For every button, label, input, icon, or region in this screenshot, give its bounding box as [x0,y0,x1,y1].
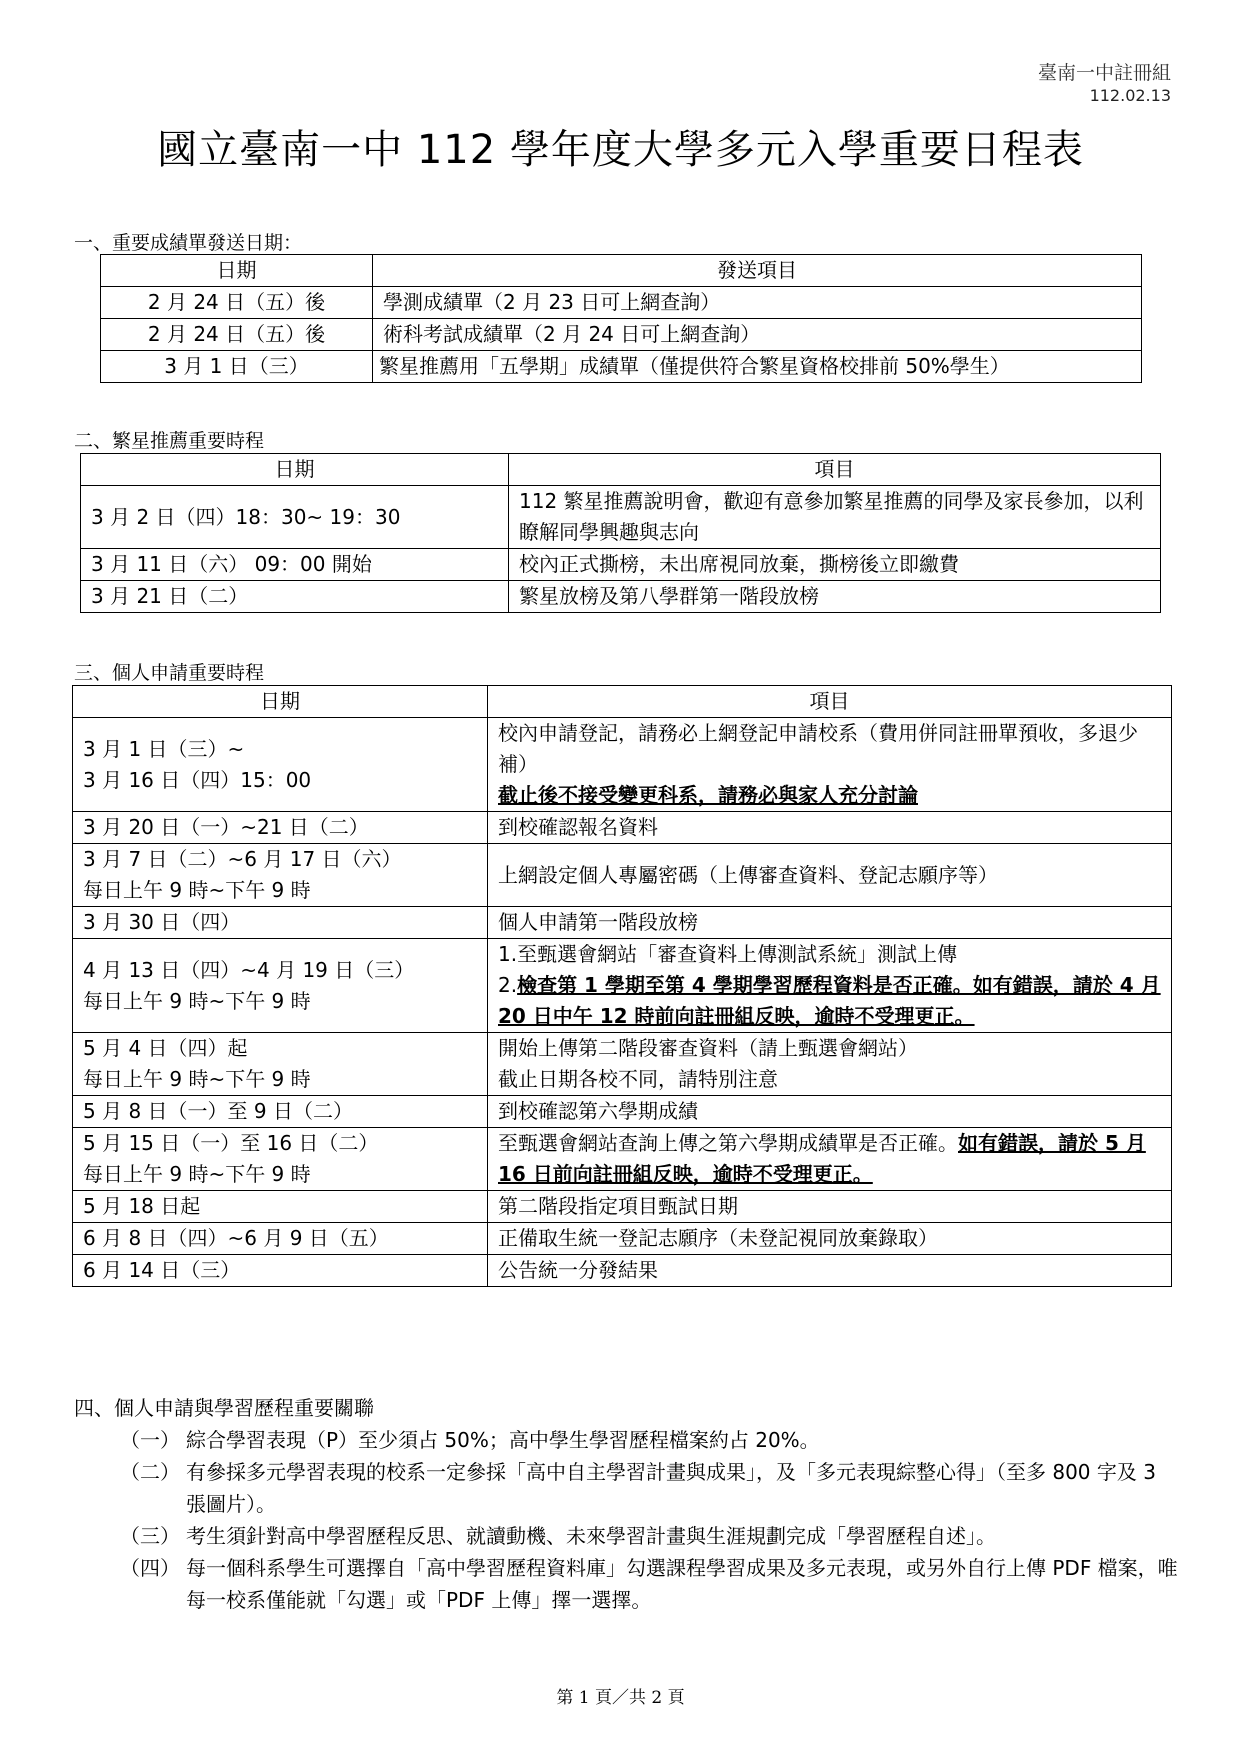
table-row [73,1255,1172,1287]
date-cell: 5 月 8 日（一）至 9 日（二） [73,1096,488,1128]
list-number: （三） [120,1524,180,1548]
item-cell: 校內正式撕榜，未出席視同放棄，撕榜後立即繳費 [509,549,1161,581]
list-item [78,1520,1178,1552]
item-cell: 術科考試成績單（2 月 24 日可上網查詢） [373,319,1142,351]
list-number: （一） [120,1428,180,1452]
org-name: 臺南一中註冊組 [1037,62,1171,84]
list-item [78,1424,1178,1456]
column-header: 日期 [81,454,509,486]
table-row [101,351,1142,383]
table-row [81,581,1161,613]
date-cell: 5 月 18 日起 [73,1191,488,1223]
item-text: 截止日期各校不同，請特別注意 [498,1067,778,1091]
item-cell [488,1033,1172,1096]
item-cell: 第二階段指定項目甄試日期 [488,1191,1172,1223]
table-row [73,844,1172,907]
item-text: 校內申請登記，請務必上網登記申請校系（費用併同註冊單預收，多退少補） [498,721,1138,776]
table-row [73,907,1172,939]
list-text: 每一個科系學生可選擇自「高中學習歷程資料庫」勾選課程學習成果及多元表現，或另外自行上傳 PDF 檔案，唯每一校系僅能就「勾選」或「PDF 上傳」擇一選擇。 [186,1556,1178,1612]
page-footer: 第 1 頁／共 2 頁 [556,1688,685,1708]
list-number: （四） [120,1556,180,1580]
table-row [73,812,1172,844]
date-cell [73,844,488,907]
table-row [101,287,1142,319]
list-item [78,1456,1178,1520]
list-item [78,1552,1178,1616]
date-cell: 6 月 14 日（三） [73,1255,488,1287]
date-cell: 3 月 11 日（六） 09：00 開始 [81,549,509,581]
page-title: 國立臺南一中 112 學年度大學多元入學重要日程表 [157,127,1084,173]
date-cell: 6 月 8 日（四）~6 月 9 日（五） [73,1223,488,1255]
date-line: 每日上午 9 時~下午 9 時 [83,988,311,1013]
table-row [73,718,1172,812]
item-prefix: 2. [498,973,518,997]
date-cell: 3 月 30 日（四） [73,907,488,939]
list-text: 綜合學習表現（P）至少須占 50%；高中學生學習歷程檔案約占 20%。 [186,1428,820,1452]
section2-heading: 二、繁星推薦重要時程 [74,430,265,452]
table-header-row [101,255,1142,287]
item-cell: 到校確認第六學期成績 [488,1096,1172,1128]
date-cell: 3 月 1 日（三） [101,351,373,383]
table-row [81,486,1161,549]
table-row [73,1096,1172,1128]
date-cell [73,939,488,1033]
date-cell: 3 月 21 日（二） [81,581,509,613]
column-header: 日期 [73,686,488,718]
column-header: 項目 [509,454,1161,486]
date-line: 3 月 1 日（三）~ [83,736,245,761]
item-cell: 繁星放榜及第八學群第一階段放榜 [509,581,1161,613]
document-date: 112.02.13 [1089,86,1171,105]
date-cell [73,718,488,812]
table-row [73,939,1172,1033]
column-header: 項目 [488,686,1172,718]
section3-table [72,685,1172,1287]
date-cell [73,1128,488,1191]
date-cell: 2 月 24 日（五）後 [101,287,373,319]
item-text: 開始上傳第二階段審查資料（請上甄選會網站） [498,1036,918,1060]
section1-table [100,254,1142,383]
section3-heading: 三、個人申請重要時程 [74,662,265,684]
section1-heading: 一、重要成績單發送日期： [74,232,303,254]
column-header: 日期 [101,255,373,287]
item-warning: 檢查第 1 學期至第 4 學期學習歷程資料是否正確。如有錯誤，請於 4 月 20 日中午 12 時前向註冊組反映，逾時不受理更正。 [498,973,1161,1028]
date-line: 每日上午 9 時~下午 9 時 [83,1067,311,1091]
section2-table [80,453,1161,613]
item-warning: 如有錯誤，請於 5 月 16 日前向註冊組反映，逾時不受理更正。 [498,1131,1146,1186]
section4-list [78,1424,1178,1616]
date-line: 5 月 15 日（一）至 16 日（二） [83,1131,379,1155]
table-row [101,319,1142,351]
item-cell [488,1128,1172,1191]
table-row [73,1033,1172,1096]
column-header: 發送項目 [373,255,1142,287]
item-cell: 正備取生統一登記志願序（未登記視同放棄錄取） [488,1223,1172,1255]
item-cell: 公告統一分發結果 [488,1255,1172,1287]
item-cell: 112 繁星推薦說明會，歡迎有意參加繁星推薦的同學及家長參加，以利瞭解同學興趣與志向 [509,486,1161,549]
table-header-row [73,686,1172,718]
date-line: 每日上午 9 時~下午 9 時 [83,1162,311,1186]
item-cell: 上網設定個人專屬密碼（上傳審查資料、登記志願序等） [488,844,1172,907]
item-cell: 學測成績單（2 月 23 日可上網查詢） [373,287,1142,319]
date-cell: 2 月 24 日（五）後 [101,319,373,351]
list-text: 有參採多元學習表現的校系一定參採「高中自主學習計畫與成果」，及「多元表現綜整心得」（至多 800 字及 3 張圖片）。 [186,1460,1156,1516]
item-cell [488,718,1172,812]
list-text: 考生須針對高中學習歷程反思、就讀動機、未來學習計畫與生涯規劃完成「學習歷程自述」。 [186,1524,996,1548]
date-cell [73,1033,488,1096]
date-line: 每日上午 9 時~下午 9 時 [83,878,311,902]
table-row [81,549,1161,581]
table-header-row [81,454,1161,486]
item-text: 1.至甄選會網站「審查資料上傳測試系統」測試上傳 [498,942,958,966]
item-cell [488,939,1172,1033]
section4-heading: 四、個人申請與學習歷程重要關聯 [74,1396,374,1420]
item-cell: 繁星推薦用「五學期」成績單（僅提供符合繁星資格校排前 50%學生） [373,351,1142,383]
date-cell: 3 月 20 日（一）~21 日（二） [73,812,488,844]
list-number: （二） [120,1460,180,1484]
date-line: 3 月 16 日（四）15：00 [83,767,312,792]
item-cell: 到校確認報名資料 [488,812,1172,844]
table-row [73,1128,1172,1191]
table-row [73,1223,1172,1255]
date-line: 5 月 4 日（四）起 [83,1036,248,1060]
item-text: 至甄選會網站查詢上傳之第六學期成績單是否正確。 [498,1131,958,1155]
item-warning-line [498,970,1161,1032]
item-cell: 個人申請第一階段放榜 [488,907,1172,939]
date-line: 3 月 7 日（二）~6 月 17 日（六） [83,847,402,871]
table-row [73,1191,1172,1223]
date-line: 4 月 13 日（四）~4 月 19 日（三） [83,957,415,982]
item-warning: 截止後不接受變更科系，請務必與家人充分討論 [498,783,918,807]
date-cell: 3 月 2 日（四）18：30~ 19：30 [81,486,509,549]
